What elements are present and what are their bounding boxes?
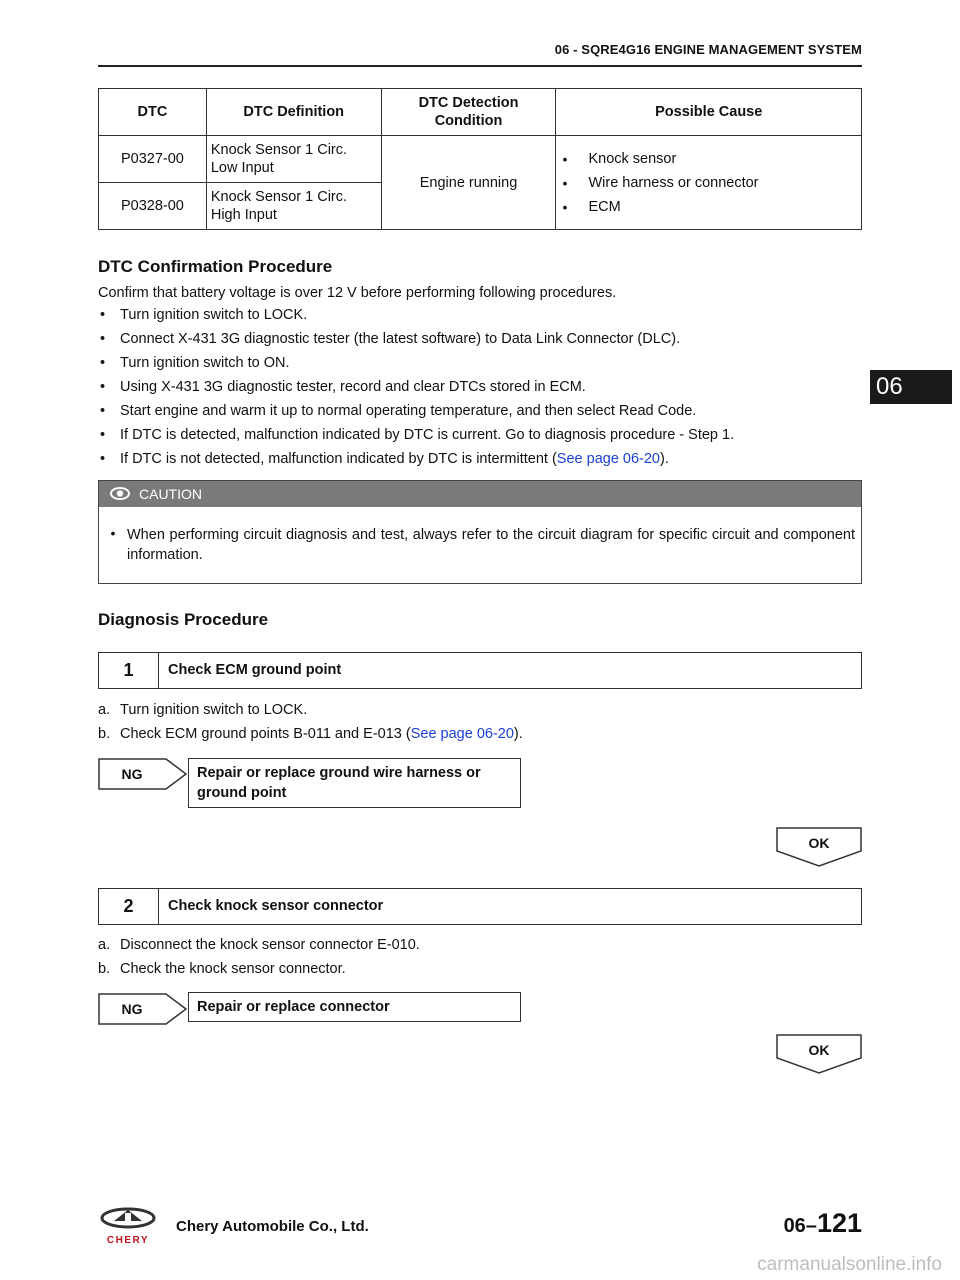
section-title: 06 - SQRE4G16 ENGINE MANAGEMENT SYSTEM bbox=[554, 42, 862, 57]
list-item: • If DTC is detected, malfunction indicated by DTC is current. Go to diagnosis procedure - Step 1. bbox=[98, 426, 734, 444]
page-link[interactable]: See page 06-20 bbox=[556, 451, 660, 467]
chery-logo bbox=[98, 1207, 158, 1247]
step-box-2 bbox=[98, 888, 862, 925]
step-number: 2 bbox=[99, 889, 159, 924]
ng-arrow bbox=[98, 758, 188, 790]
caution-text: When performing circuit diagnosis and test, always refer to the circuit diagram for specific circuit and component information. bbox=[127, 527, 855, 563]
step-title: Check ECM ground point bbox=[168, 662, 342, 678]
column-header: DTC bbox=[99, 89, 207, 136]
list-item: • If DTC is not detected, malfunction indicated by DTC is intermittent (See page 06-20). bbox=[98, 450, 669, 468]
column-header: DTC Definition bbox=[206, 89, 381, 136]
cause-list bbox=[556, 147, 861, 219]
page-link[interactable]: See page 06-20 bbox=[410, 726, 514, 742]
ng-label: NG bbox=[121, 766, 143, 782]
step-title: Check knock sensor connector bbox=[168, 898, 384, 914]
table-row bbox=[99, 136, 862, 183]
step-number: 1 bbox=[99, 653, 159, 688]
detection-condition: Engine running bbox=[381, 136, 556, 230]
header-rule bbox=[98, 65, 862, 67]
ok-arrow bbox=[776, 1034, 862, 1074]
bullet-icon: • bbox=[110, 525, 116, 541]
caution-header bbox=[99, 481, 861, 507]
confirmation-intro: Confirm that battery voltage is over 12 V before performing following procedures. bbox=[98, 285, 617, 301]
confirmation-heading: DTC Confirmation Procedure bbox=[98, 257, 333, 276]
dtc-definition: Knock Sensor 1 Circ. High Input bbox=[206, 183, 381, 230]
chery-emblem-icon bbox=[98, 1207, 158, 1247]
caution-title: CAUTION bbox=[139, 486, 202, 502]
list-item: • Using X-431 3G diagnostic tester, record and clear DTCs stored in ECM. bbox=[98, 378, 586, 396]
ng-label: NG bbox=[121, 1001, 143, 1017]
list-item: • Turn ignition switch to ON. bbox=[98, 354, 290, 372]
substep-b: b. Check the knock sensor connector. bbox=[98, 961, 346, 977]
table-header-row bbox=[99, 89, 862, 136]
substep-b: b. Check ECM ground points B-011 and E-013 (See page 06-20). bbox=[98, 726, 523, 742]
company-name: Chery Automobile Co., Ltd. bbox=[176, 1218, 369, 1235]
column-header: DTC Detection Condition bbox=[381, 89, 556, 136]
ok-label: OK bbox=[808, 835, 830, 851]
list-item: • Connect X-431 3G diagnostic tester (the latest software) to Data Link Connector (DLC). bbox=[98, 330, 680, 348]
ok-arrow bbox=[776, 827, 862, 867]
step-box-1 bbox=[98, 652, 862, 689]
ng-action-box: Repair or replace connector bbox=[188, 992, 521, 1022]
ng-arrow bbox=[98, 993, 188, 1025]
dtc-code: P0328-00 bbox=[99, 183, 207, 230]
watermark: carmanualsonline.info bbox=[757, 1254, 942, 1275]
substep-a: a. Turn ignition switch to LOCK. bbox=[98, 702, 308, 718]
ok-label: OK bbox=[808, 1042, 830, 1058]
caution-box bbox=[98, 480, 862, 584]
possible-cause bbox=[556, 136, 862, 230]
list-item: • Wire harness or connector bbox=[556, 171, 861, 195]
dtc-table bbox=[98, 88, 862, 230]
list-item: • Turn ignition switch to LOCK. bbox=[98, 306, 307, 324]
list-item: • Start engine and warm it up to normal operating temperature, and then select Read Code. bbox=[98, 402, 696, 420]
chapter-tab: 06 bbox=[870, 370, 952, 404]
diagnosis-heading: Diagnosis Procedure bbox=[98, 610, 269, 629]
dtc-code: P0327-00 bbox=[99, 136, 207, 183]
page-number: 06–121 bbox=[783, 1208, 862, 1238]
list-item: • Knock sensor bbox=[556, 147, 861, 171]
column-header: Possible Cause bbox=[556, 89, 862, 136]
ng-action-box: Repair or replace ground wire harness or ground point bbox=[188, 758, 521, 808]
eye-icon bbox=[109, 486, 131, 501]
list-item: • ECM bbox=[556, 195, 861, 219]
substep-a: a. Disconnect the knock sensor connector E-010. bbox=[98, 937, 420, 953]
svg-text:CHERY: CHERY bbox=[106, 1235, 150, 1246]
dtc-definition: Knock Sensor 1 Circ. Low Input bbox=[206, 136, 381, 183]
